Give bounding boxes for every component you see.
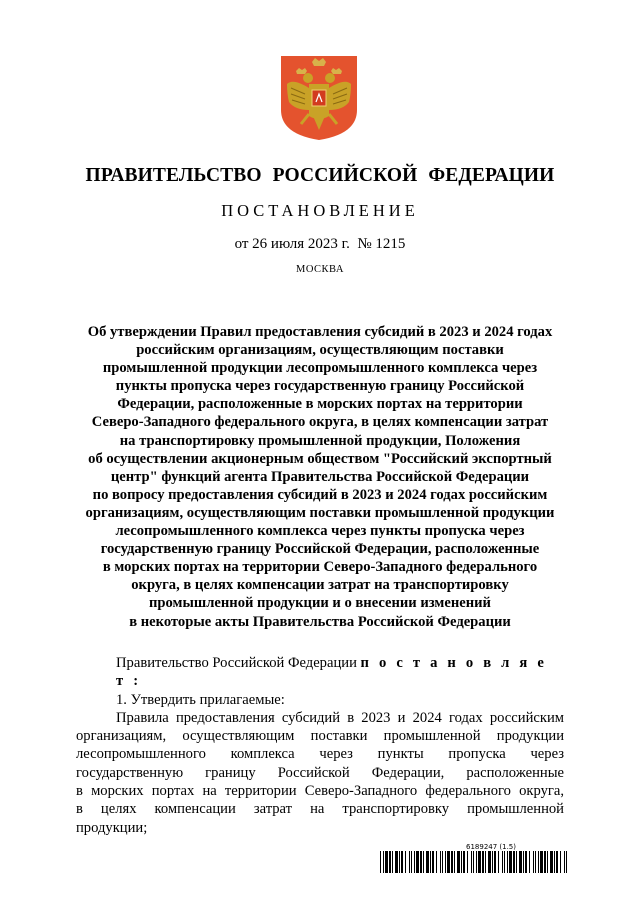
barcode-bar (445, 851, 446, 873)
barcode-bar (442, 851, 443, 873)
paragraph-line: в морских портах на территории Северо-Западного федерального округа, (76, 783, 564, 800)
title-line: об осуществлении акционерным обществом "Российский экспортный (88, 450, 552, 467)
barcode-bar (405, 851, 406, 873)
barcode-bar (399, 851, 400, 873)
title-line: округа, в целях компенсации затрат на транспортировку (131, 577, 509, 594)
barcode-bar (463, 851, 465, 873)
barcode-bar (389, 851, 391, 873)
barcode-bar (533, 851, 534, 873)
barcode-bar (529, 851, 530, 873)
title-line: российским организациям, осуществляющим поставки (136, 342, 504, 359)
barcode-bar (525, 851, 527, 873)
title-line: пункты пропуска через государственную границу Российской (115, 378, 525, 395)
barcode-bar (447, 851, 450, 873)
barcode-bar (538, 851, 539, 873)
title-line: в некоторые акты Правительства Российской Федерации (129, 613, 511, 630)
barcode-bar (498, 851, 499, 873)
barcode-bar (457, 851, 460, 873)
barcode-bar (560, 851, 561, 873)
barcode-bar (502, 851, 503, 873)
barcode-bar (547, 851, 548, 873)
barcode-bar (554, 851, 555, 873)
title-line: Об утверждении Правил предоставления субсидий в 2023 и 2024 годах (87, 324, 553, 340)
paragraph-line: продукции; (76, 819, 148, 836)
title-line: по вопросу предоставления субсидий в 2023 и 2024 годах российским (92, 486, 548, 503)
barcode-bar (436, 851, 437, 873)
barcode-bar (516, 851, 517, 873)
paragraph-line: организациям, осуществляющим поставки промышленной продукции (76, 728, 564, 745)
authority-title: ПРАВИТЕЛЬСТВО РОССИЙСКОЙ ФЕДЕРАЦИИ (85, 165, 555, 186)
barcode-bar (476, 851, 477, 873)
barcode-bar (473, 851, 474, 873)
barcode-bar (544, 851, 546, 873)
resolution-subject: Правительство Российской Федерации (116, 655, 357, 671)
title-line: организациям, осуществляющим поставки промышленной продукции (85, 504, 555, 521)
barcode-bar (414, 851, 415, 873)
barcode-bar (513, 851, 515, 873)
barcode-bar (395, 851, 398, 873)
barcode-bar (383, 851, 384, 873)
barcode-bar (566, 851, 567, 873)
barcode-bar (564, 851, 565, 873)
barcode-bar (430, 851, 431, 873)
paragraph-line: в целях компенсации затрат на транспортировку промышленной (76, 801, 564, 818)
barcode-bar (432, 851, 434, 873)
document-body (76, 654, 564, 837)
barcode-bar (416, 851, 419, 873)
barcode-bar (401, 851, 403, 873)
barcode-bar (409, 851, 410, 873)
barcode-bar (509, 851, 512, 873)
barcode-bar (556, 851, 558, 873)
document-date: от 26 июля 2023 г. (234, 236, 350, 252)
barcode-bar (454, 851, 455, 873)
city-name: МОСКВА (296, 264, 344, 275)
barcode-bar (494, 851, 496, 873)
document-type: ПОСТАНОВЛЕНИЕ (221, 201, 419, 220)
barcode-bar (519, 851, 522, 873)
barcode-bar (488, 851, 491, 873)
barcode-bar (504, 851, 505, 873)
paragraph-line: государственную границу Российской Федерации, расположенные (76, 764, 564, 781)
paragraph-line: Правила предоставления субсидий в 2023 и 2024 годах российским (116, 709, 564, 726)
barcode-bar (467, 851, 468, 873)
document-title (70, 323, 570, 631)
title-line: Федерации, расположенные в морских портах на территории (117, 396, 523, 413)
coat-of-arms-emblem (279, 54, 359, 142)
title-line: Северо-Западного федерального округа, в целях компенсации затрат (91, 414, 549, 431)
barcode-bar (380, 851, 381, 873)
title-line: на транспортировку промышленной продукции, Положения (119, 432, 521, 449)
document-number: № 1215 (357, 236, 406, 252)
barcode-bar (451, 851, 453, 873)
barcode-bar (423, 851, 424, 873)
resolution-line (76, 654, 564, 691)
barcode-bar (426, 851, 429, 873)
title-line: государственную границу Российской Федерации, расположенные (100, 541, 540, 558)
barcode-bar (440, 851, 441, 873)
barcode-bar (385, 851, 388, 873)
barcode-number: 6189247 (1.5) (466, 843, 516, 851)
barcode-bar (485, 851, 486, 873)
resolution-verb: п о с т а н о в л я е т : (116, 655, 548, 690)
barcode-bar (550, 851, 553, 873)
barcode-bar (411, 851, 412, 873)
title-line: центр" функций агента Правительства Российской Федерации (110, 468, 530, 485)
paragraph-line: лесопромышленного комплекса через пункты пропуска через (76, 746, 564, 763)
title-line: промышленной продукции лесопромышленного комплекса через (102, 360, 538, 377)
barcode-bar (471, 851, 472, 873)
barcode-bar (492, 851, 493, 873)
barcode-bar (507, 851, 508, 873)
barcode-bar (478, 851, 481, 873)
title-line: в морских портах на территории Северо-Западного федерального (102, 559, 538, 576)
item-1: 1. Утвердить прилагаемые: (116, 691, 285, 708)
title-line: лесопромышленного комплекса через пункты пропуска через (115, 523, 525, 540)
barcode-bar (392, 851, 393, 873)
barcode-bar (420, 851, 422, 873)
barcode (380, 851, 570, 873)
title-line: промышленной продукции и о внесении изменений (149, 595, 491, 612)
barcode-bar (523, 851, 524, 873)
date-line (0, 236, 640, 253)
barcode-bar (482, 851, 484, 873)
barcode-bar (540, 851, 543, 873)
barcode-bar (461, 851, 462, 873)
barcode-bar (535, 851, 536, 873)
